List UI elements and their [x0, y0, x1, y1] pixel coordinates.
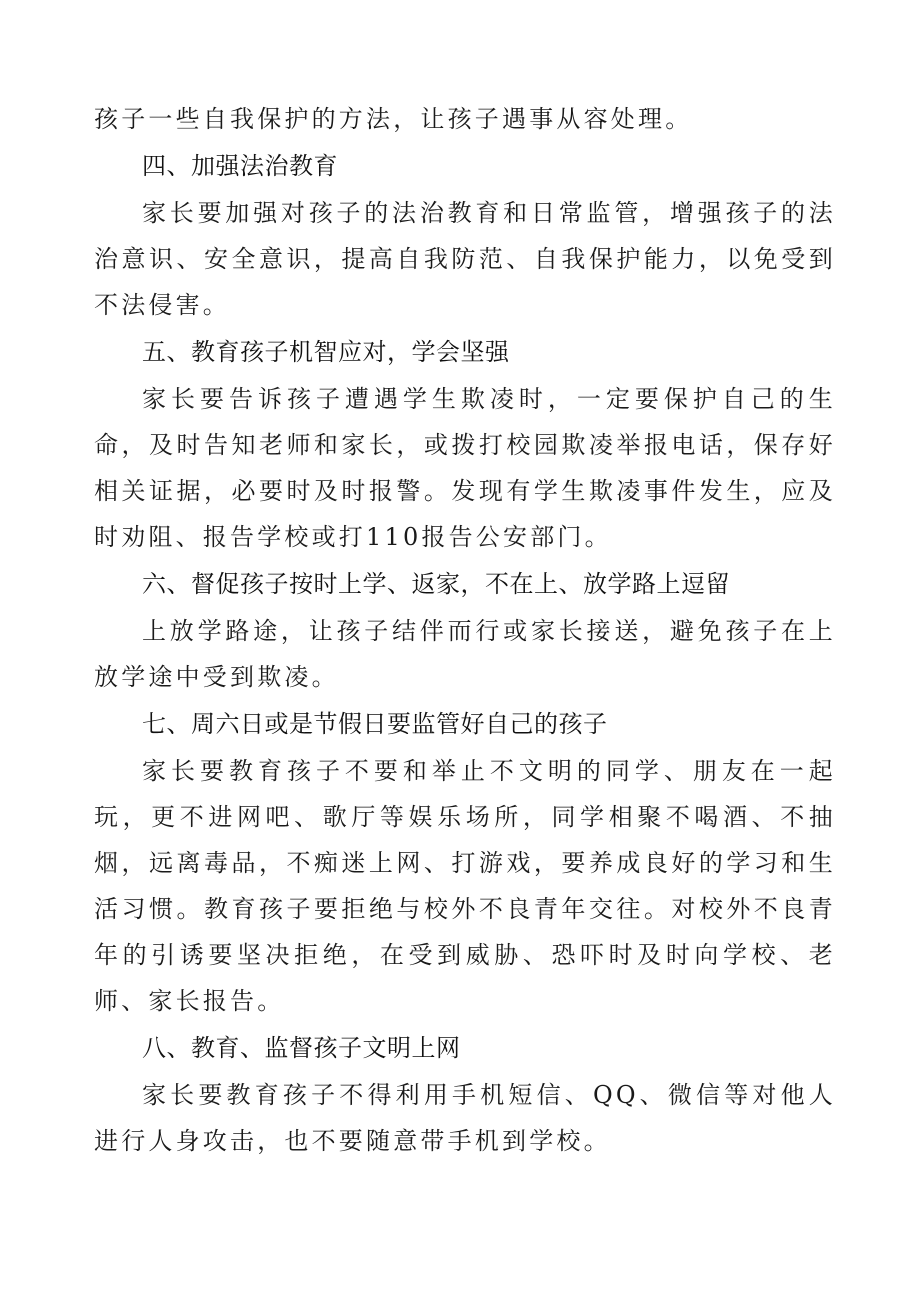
section-body-6: 上放学路途，让孩子结伴而行或家长接送，避免孩子在上放学途中受到欺凌。 [94, 617, 836, 691]
section-heading-8: 八、教育、监督孩子文明上网 [142, 1034, 461, 1062]
section-heading-6: 六、督促孩子按时上学、返家，不在上、放学路上逗留 [142, 570, 730, 598]
section-body-5: 家长要告诉孩子遭遇学生欺凌时，一定要保护自己的生命，及时告知老师和家长，或拨打校园欺凌举报电话，保存好相关证据，必要时及时报警。发现有学生欺凌事件发生，应及时劝阻、报告学校或打110报告公安部门。 [94, 385, 836, 551]
section-body-7: 家长要教育孩子不要和举止不文明的同学、朋友在一起玩，更不进网吧、歌厅等娱乐场所，同学相聚不喝酒、不抽烟，远离毒品，不痴迷上网、打游戏，要养成良好的学习和生活习惯。教育孩子要拒绝与校外不良青年交往。对校外不良青年的引诱要坚决拒绝，在受到威胁、恐吓时及时向学校、老师、家长报告。 [94, 757, 836, 1015]
section-heading-4: 四、加强法治教育 [142, 152, 338, 180]
section-heading-5: 五、教育孩子机智应对，学会坚强 [142, 338, 510, 366]
section-body-4: 家长要加强对孩子的法治教育和日常监管，增强孩子的法治意识、安全意识，提高自我防范、自我保护能力，以免受到不法侵害。 [94, 199, 836, 319]
section-body-8: 家长要教育孩子不得利用手机短信、QQ、微信等对他人进行人身攻击，也不要随意带手机到学校。 [94, 1081, 836, 1155]
section-heading-7: 七、周六日或是节假日要监管好自己的孩子 [142, 710, 608, 738]
intro-tail-paragraph: 孩子一些自我保护的方法，让孩子遇事从容处理。 [94, 105, 693, 133]
document-body [94, 96, 836, 1164]
